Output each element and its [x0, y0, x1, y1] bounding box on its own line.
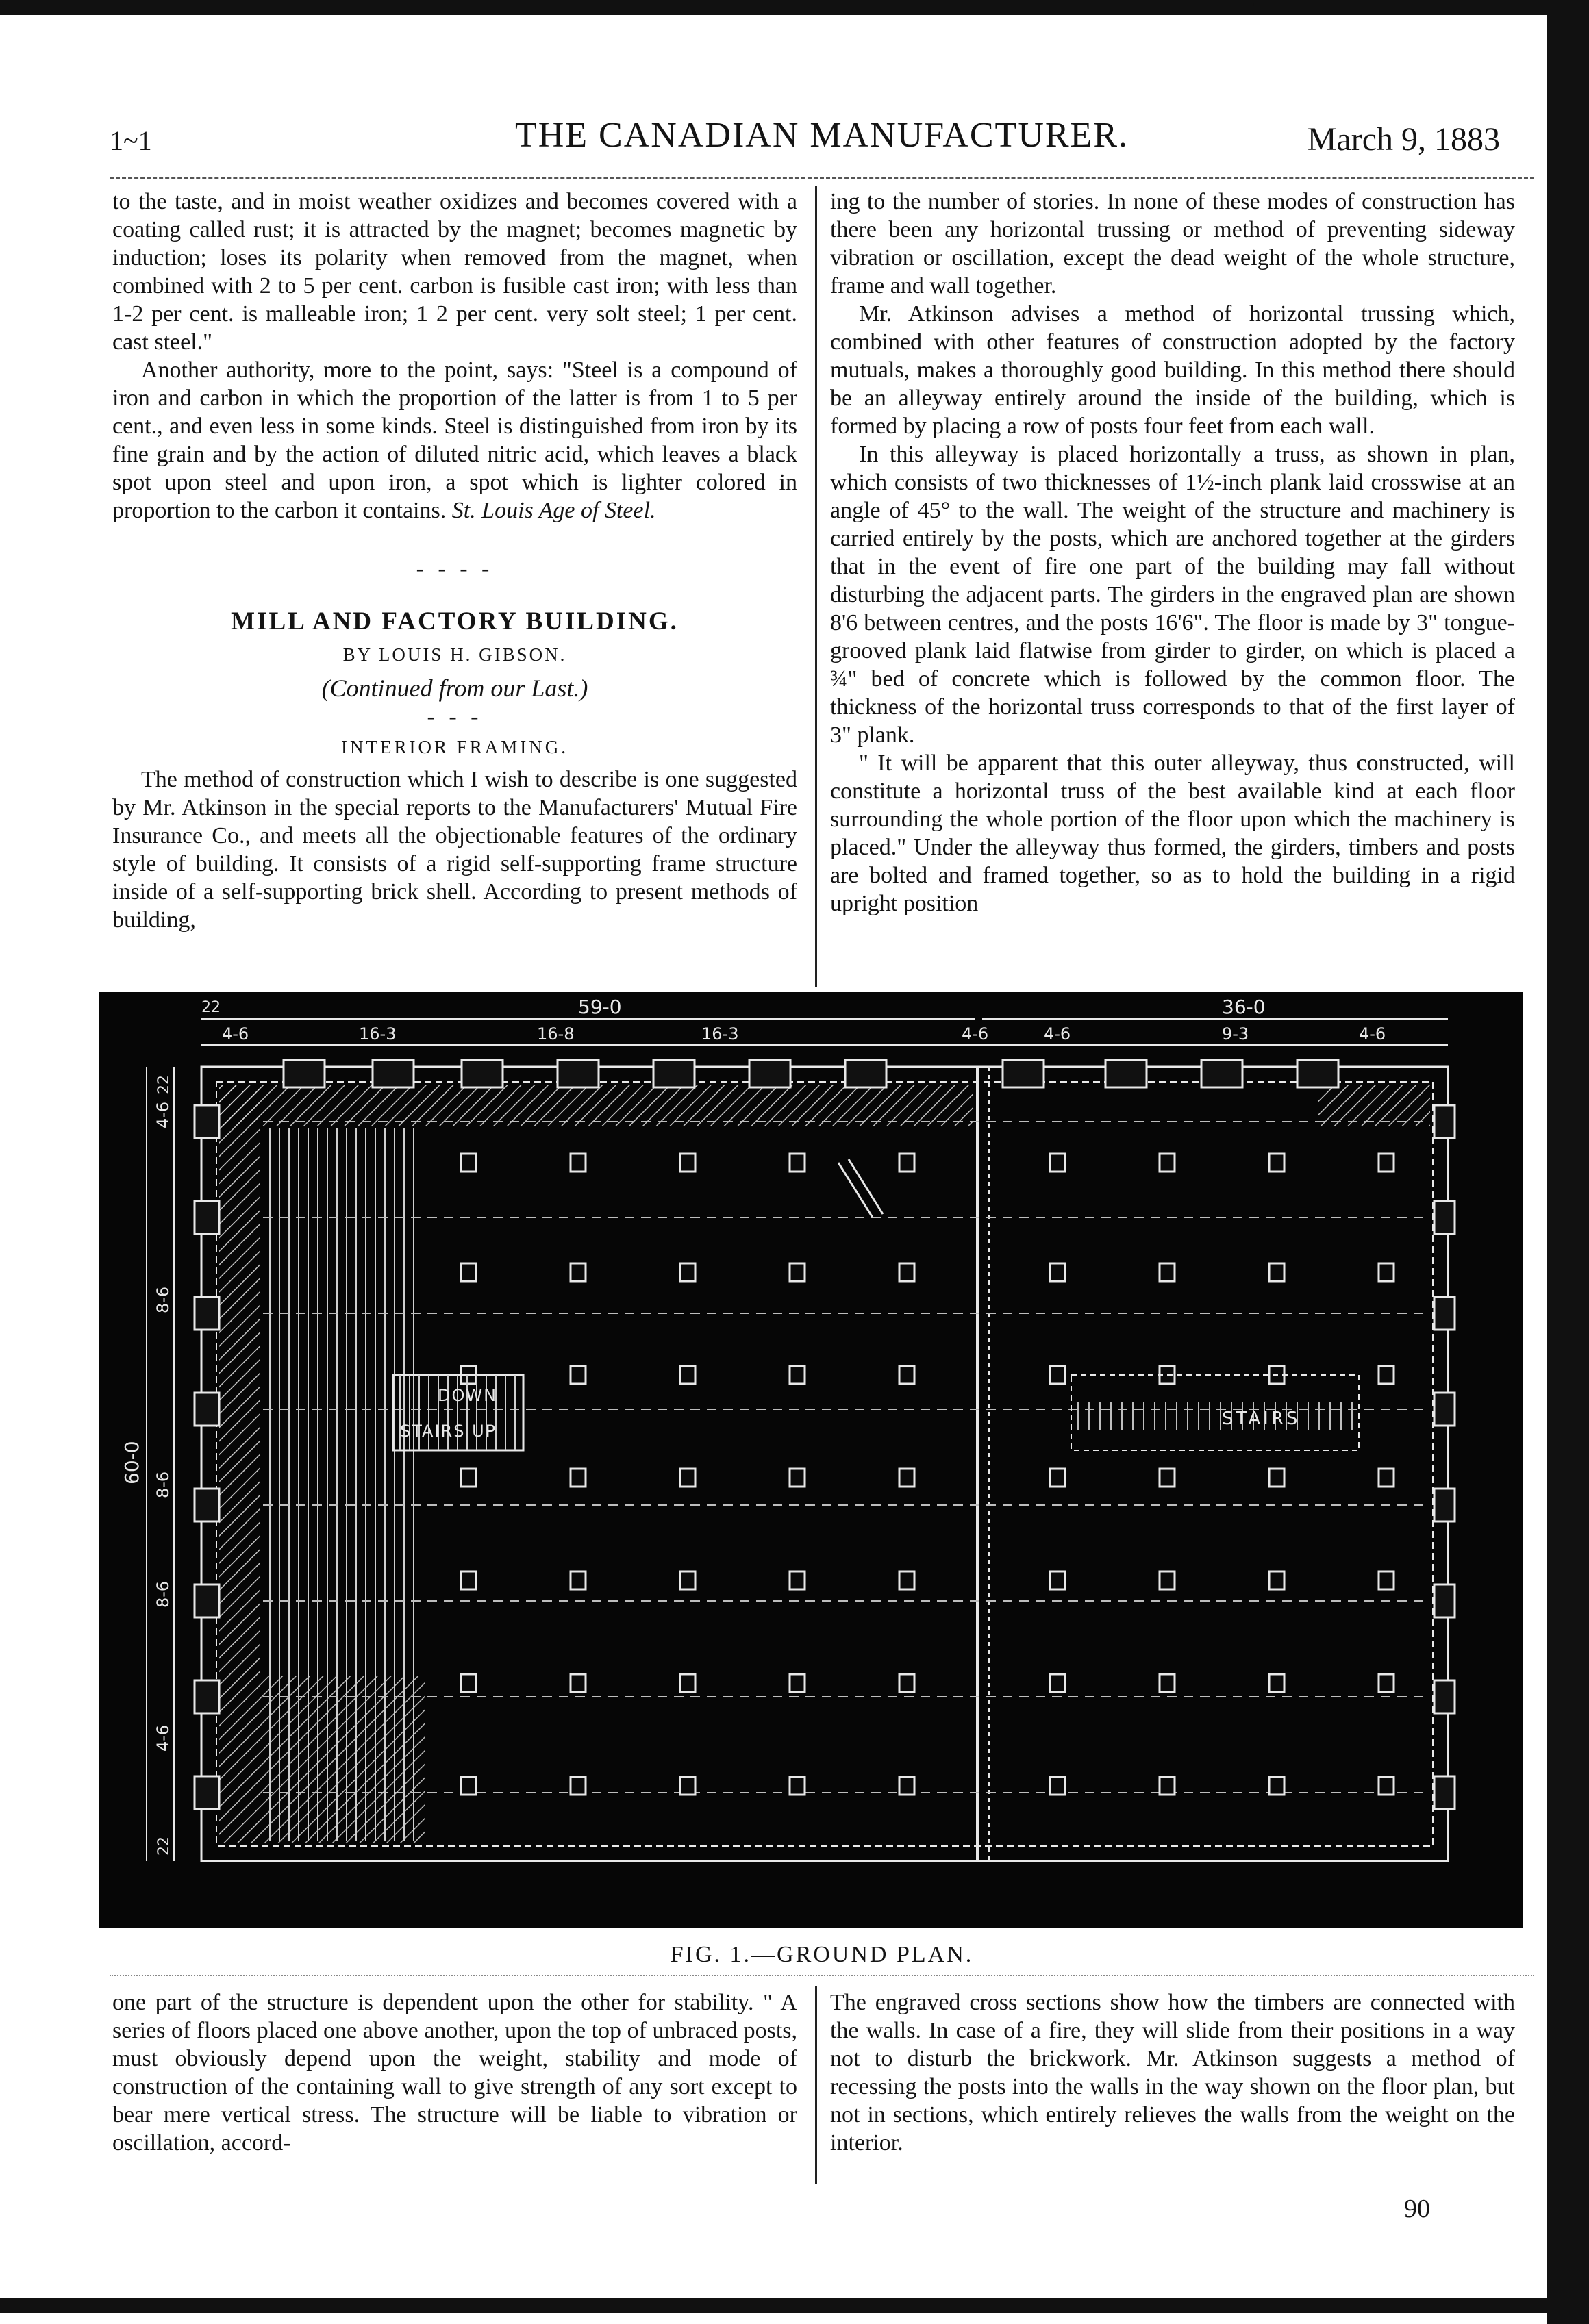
wall-pier	[195, 1489, 219, 1521]
wall-pier	[845, 1060, 886, 1087]
post	[1050, 1674, 1065, 1692]
paragraph: Another authority, more to the point, says: "Steel is a compound of iron and carbon in which the proportion of the latter is from 1 to 5 per cent., and even less in some kinds. Steel is distinguished from iron by its fine grain and by the action of diluted nitric acid, which leaves a black spot upon steel and upon iron, a spot which is lighter colored in proportion to the carbon it contains. St. Louis Age of Steel.	[112, 357, 797, 523]
dimension-total: 60-0	[121, 1441, 143, 1485]
post	[680, 1469, 695, 1487]
post	[1379, 1571, 1394, 1589]
truss-hatch-top	[219, 1085, 973, 1126]
paragraph: The engraved cross sections show how the timbers are connected with the walls. In case of a fire, they will slide from their positions in a way not to disturb the brickwork. Mr. Atkinson suggests a method of recessing the posts into the walls in the way shown on the floor plan, but not in sections, which entirely relieves the walls from the weight on the interior.	[830, 1990, 1515, 2156]
separator: - - -	[427, 704, 483, 729]
scan-bottom-edge	[0, 2298, 1589, 2313]
scan-tab-mark	[1253, 0, 1294, 12]
post	[571, 1469, 586, 1487]
upper-right-column	[830, 188, 1515, 918]
post	[1160, 1674, 1175, 1692]
post	[1050, 1263, 1065, 1281]
post	[680, 1154, 695, 1172]
post	[461, 1571, 476, 1589]
header-date: March 9, 1883	[1307, 121, 1500, 157]
post	[1050, 1366, 1065, 1384]
header-rule	[110, 177, 1534, 179]
label-stairs: STAIRS	[1222, 1409, 1301, 1429]
wall-pier	[1434, 1297, 1455, 1330]
lower-left-column	[112, 1988, 797, 2157]
wall-pier	[195, 1393, 219, 1426]
dimension-label: 16-8	[537, 1024, 575, 1044]
dimension-total: 59-0	[578, 996, 622, 1018]
post	[680, 1263, 695, 1281]
post	[1160, 1154, 1175, 1172]
post	[1269, 1263, 1284, 1281]
continued-note: (Continued from our Last.)	[321, 674, 588, 702]
dimension-corner-label: 22	[155, 1075, 173, 1094]
source-citation: St. Louis Age of Steel.	[451, 498, 656, 523]
post	[1269, 1777, 1284, 1795]
post	[790, 1777, 805, 1795]
post	[571, 1263, 586, 1281]
post	[1160, 1571, 1175, 1589]
post	[1379, 1154, 1394, 1172]
paragraph: ing to the number of stories. In none of these modes of construction has there been any horizontal trussing or method of preventing sideway vibration or oscillation, except the dead weight of the whole structure, frame and wall together.	[830, 189, 1515, 299]
figure-caption: FIG. 1.—GROUND PLAN.	[670, 1942, 974, 1967]
post	[571, 1154, 586, 1172]
post	[1379, 1674, 1394, 1692]
wall-pier	[195, 1201, 219, 1234]
upper-left-column	[112, 188, 797, 934]
dimension-label: 16-3	[359, 1024, 397, 1044]
post	[680, 1674, 695, 1692]
wall-pier	[1297, 1060, 1338, 1087]
subheading: INTERIOR FRAMING.	[340, 737, 568, 757]
ground-plan-drawing	[99, 992, 1523, 1928]
post	[461, 1469, 476, 1487]
wall-pier	[1434, 1201, 1455, 1234]
post	[461, 1674, 476, 1692]
stairwell-right	[1071, 1375, 1359, 1450]
dimension-corner-label: 22	[155, 1836, 173, 1856]
post	[571, 1674, 586, 1692]
label-stairs-up: STAIRS UP	[400, 1422, 497, 1441]
post	[1379, 1469, 1394, 1487]
post	[1269, 1154, 1284, 1172]
post	[1379, 1263, 1394, 1281]
wall-pier	[1434, 1776, 1455, 1809]
label-down: DOWN	[438, 1386, 498, 1405]
paragraph: In this alleyway is placed horizontally a truss, as shown in plan, which consists of two thicknesses of 1½-inch plank laid crosswise at an angle of 45° to the wall. The weight of the structure and machinery is carried entirely by the posts, which are anchored together at the girders that in the event of fire one part of the building may fall without disturbing the adjacent parts. The girders in the engraved plan are shown 8'6 between centres, and the posts 16'6". The floor is made by 3" tongue-grooved plank laid flatwise from girder to girder, on which is placed a ¾" bed of concrete which is followed by the common floor. The thickness of the horizontal truss corresponds to that of the first layer of 3" plank.	[830, 442, 1515, 748]
post	[571, 1366, 586, 1384]
wall-pier	[1434, 1105, 1455, 1138]
lower-right-column	[830, 1988, 1515, 2157]
wall-pier	[195, 1297, 219, 1330]
wall-pier	[558, 1060, 599, 1087]
wall-pier	[1434, 1680, 1455, 1713]
section-title: MILL AND FACTORY BUILDING.	[231, 607, 679, 635]
post	[1050, 1571, 1065, 1589]
dimension-label: 4-6	[153, 1101, 173, 1128]
dimension-label: 8-6	[153, 1471, 173, 1498]
separator: - - - -	[416, 556, 494, 581]
truss-hatch-left	[219, 1085, 260, 1843]
caption-rule	[110, 1975, 1534, 1976]
wall-pier	[195, 1105, 219, 1138]
scan-top-edge	[0, 0, 1589, 15]
dimension-label: 4-6	[1044, 1024, 1071, 1044]
post	[1379, 1777, 1394, 1795]
dimension-label: 8-6	[153, 1286, 173, 1313]
post	[680, 1366, 695, 1384]
wall-pier	[653, 1060, 695, 1087]
dimension-label: 4-6	[1359, 1024, 1386, 1044]
post	[790, 1571, 805, 1589]
post	[461, 1263, 476, 1281]
post	[1379, 1366, 1394, 1384]
wall-pier	[1434, 1393, 1455, 1426]
post	[1050, 1154, 1065, 1172]
post	[461, 1154, 476, 1172]
wall-pier	[462, 1060, 503, 1087]
post	[461, 1777, 476, 1795]
wall-pier	[195, 1584, 219, 1617]
post	[1160, 1469, 1175, 1487]
post	[1160, 1777, 1175, 1795]
post	[899, 1777, 914, 1795]
post	[899, 1674, 914, 1692]
dimension-corner-label: 22	[201, 999, 221, 1016]
dimension-label: 9-3	[1222, 1024, 1249, 1044]
post	[790, 1263, 805, 1281]
post	[1269, 1674, 1284, 1692]
column-divider	[815, 186, 817, 987]
dimension-total: 36-0	[1222, 996, 1266, 1018]
post	[790, 1674, 805, 1692]
truss-hatch-top-right	[1318, 1085, 1430, 1126]
wall-pier	[1201, 1060, 1242, 1087]
post	[1050, 1469, 1065, 1487]
dimension-label: 4-6	[153, 1724, 173, 1752]
page-header	[110, 115, 1534, 163]
dimension-label: 4-6	[962, 1024, 989, 1044]
post	[899, 1366, 914, 1384]
wall-pier	[284, 1060, 325, 1087]
truss-hatch-bottom-corner	[260, 1676, 425, 1843]
post	[899, 1154, 914, 1172]
post	[899, 1469, 914, 1487]
post	[1050, 1777, 1065, 1795]
wall-pier	[1105, 1060, 1147, 1087]
post	[1269, 1571, 1284, 1589]
masthead-title: THE CANADIAN MANUFACTURER.	[514, 116, 1129, 155]
column-divider	[815, 1986, 817, 2184]
wall-pier	[749, 1060, 790, 1087]
post	[790, 1469, 805, 1487]
dimension-label: 8-6	[153, 1580, 173, 1608]
wall-pier	[195, 1776, 219, 1809]
paragraph: to the taste, and in moist weather oxidizes and becomes covered with a coating called rust; it is attracted by the magnet; becomes magnetic by induction; loses its polarity when removed from the magnet, when combined with 2 to 5 per cent. carbon is fusible cast iron; with less than 1-2 per cent. is malleable iron; 1 2 per cent. very solt steel; 1 per cent. cast steel."	[112, 189, 797, 355]
wall-pier	[1434, 1489, 1455, 1521]
post	[571, 1777, 586, 1795]
post	[680, 1777, 695, 1795]
scan-right-edge	[1547, 0, 1589, 2324]
post	[680, 1571, 695, 1589]
paragraph: The method of construction which I wish to describe is one suggested by Mr. Atkinson in the special reports to the Manufacturers' Mutual Fire Insurance Co., and meets all the objectionable features of the ordinary style of building. It consists of a rigid self-supporting frame structure inside of a self-supporting brick shell. According to present methods of building,	[112, 767, 797, 933]
post	[1269, 1469, 1284, 1487]
wall-pier	[1003, 1060, 1044, 1087]
post	[790, 1154, 805, 1172]
header-page-number: 1~1	[110, 125, 152, 156]
byline: BY LOUIS H. GIBSON.	[342, 644, 567, 665]
wall-pier	[195, 1680, 219, 1713]
post	[790, 1366, 805, 1384]
post	[1160, 1263, 1175, 1281]
paragraph: one part of the structure is dependent upon the other for stability. " A series of floors placed one above another, upon the top of unbraced posts, must obviously depend upon the weight, stability and mode of construction of the containing wall to give strength of any sort except to bear mere vertical stress. The structure will be liable to vibration or oscillation, accord-	[112, 1990, 797, 2156]
post	[899, 1571, 914, 1589]
ground-plan-figure	[99, 992, 1523, 1928]
paragraph: Mr. Atkinson advises a method of horizontal trussing which, combined with other features of construction adopted by the factory mutuals, makes a thoroughly good building. In this method there should be an alleyway entirely around the inside of the building, which is formed by placing a row of posts four feet from each wall.	[830, 301, 1515, 439]
paragraph: " It will be apparent that this outer alleyway, thus constructed, will constitute a horizontal truss of the best available kind at each floor surrounding the whole portion of the floor upon which the machinery is placed." Under the alleyway thus formed, the girders, timbers and posts are bolted and framed together, so as to hold the building in a rigid upright position	[830, 750, 1515, 916]
page-number: 90	[1404, 2195, 1430, 2223]
post	[899, 1263, 914, 1281]
dimension-label: 4-6	[222, 1024, 249, 1044]
dimension-label: 16-3	[701, 1024, 739, 1044]
wall-pier	[373, 1060, 414, 1087]
wall-pier	[1434, 1584, 1455, 1617]
post	[571, 1571, 586, 1589]
